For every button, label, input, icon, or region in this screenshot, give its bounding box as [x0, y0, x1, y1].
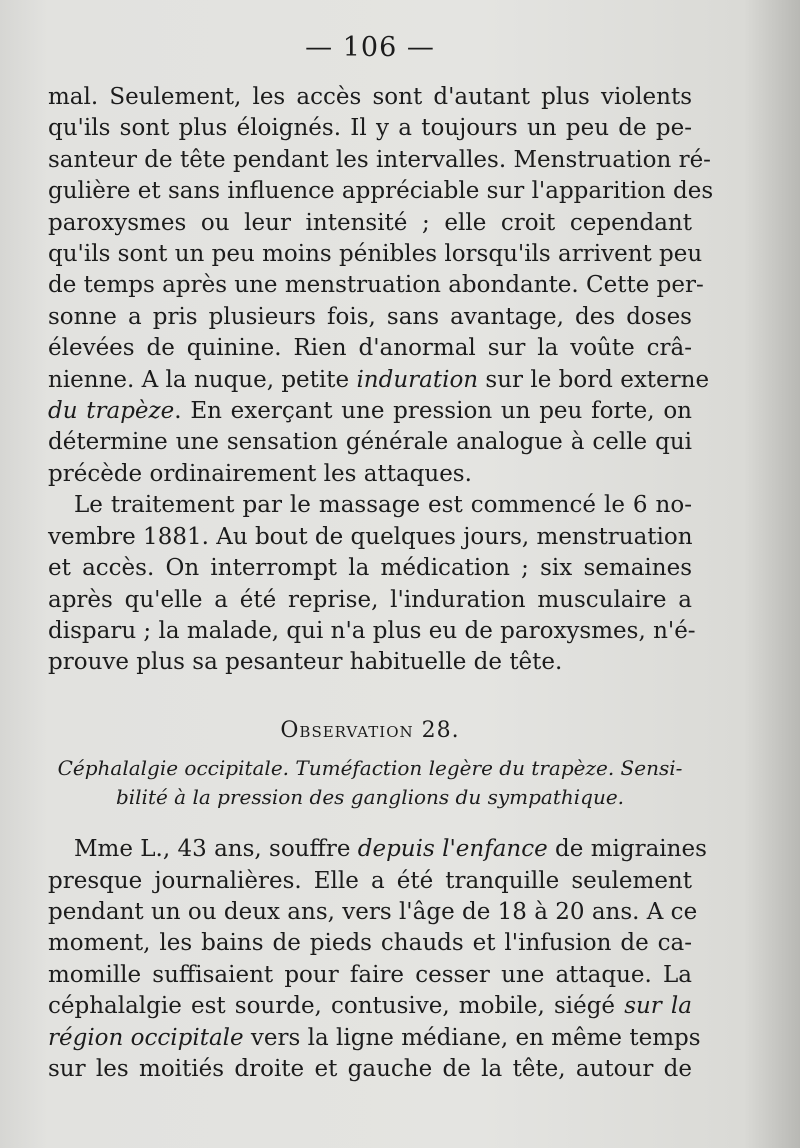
- italic-run: du trapèze: [48, 398, 175, 425]
- text-line: [48, 991, 692, 1022]
- text-line: détermine une sensation générale analogue à celle qui: [48, 429, 692, 456]
- text-line: qu'ils sont un peu moins pénibles lorsqu'ils arrivent peu: [48, 241, 703, 268]
- page-number: — 106 —: [305, 32, 435, 63]
- text-line: sonne a pris plusieurs fois, sans avantage, des doses: [48, 303, 692, 330]
- observation-heading: Observation 28.: [280, 717, 460, 743]
- text-line: de temps après une menstruation abondante. Cette per-: [48, 272, 704, 299]
- italic-run: région occipitale: [48, 1024, 244, 1051]
- text-line: prouve plus sa pesanteur habituelle de tête.: [48, 649, 563, 676]
- italic-run: sur la: [624, 993, 692, 1020]
- text-line: momille suffisaient pour faire cesser une attaque. La: [48, 961, 692, 988]
- text-line: [48, 396, 692, 427]
- text-run: Mme L., 43 ans, souffre: [74, 836, 358, 863]
- observation-subtitle: bilité à la pression des ganglions du sympathique.: [115, 785, 625, 810]
- text-line: disparu ; la malade, qui n'a plus eu de paroxysmes, n'é-: [48, 617, 696, 644]
- text-line: précède ordinairement les attaques.: [48, 460, 472, 487]
- text-line: et accès. On interrompt la médication ; six semaines: [48, 555, 692, 582]
- text-line: qu'ils sont plus éloignés. Il y a toujours un peu de pe-: [48, 115, 692, 142]
- text-line: [48, 834, 707, 865]
- page-body: [48, 82, 714, 1085]
- text-line: gulière et sans influence appréciable sur l'apparition des: [48, 178, 714, 205]
- text-line: [48, 365, 710, 396]
- text-line: [48, 1023, 701, 1054]
- text-line: santeur de tête pendant les intervalles. Menstruation ré-: [48, 146, 711, 173]
- observation-subtitle: Céphalalgie occipitale. Tuméfaction legère du trapèze. Sensi-: [57, 756, 683, 781]
- text-run: nienne. A la nuque, petite: [48, 366, 357, 393]
- text-run: . En exerçant une pression un peu forte, on: [174, 398, 692, 425]
- text-run: de migraines: [547, 836, 707, 863]
- text-run: sur le bord externe: [478, 366, 710, 393]
- text-line: mal. Seulement, les accès sont d'autant plus violents: [48, 84, 692, 110]
- text-line: paroxysmes ou leur intensité ; elle croit cependant: [48, 209, 692, 236]
- italic-run: depuis l'enfance: [357, 836, 548, 863]
- text-line: sur les moitiés droite et gauche de la tête, autour de: [48, 1055, 692, 1082]
- text-line: pendant un ou deux ans, vers l'âge de 18 à 20 ans. A ce: [48, 898, 698, 925]
- text-run: vers la ligne médiane, en même temps: [243, 1024, 701, 1051]
- text-line: moment, les bains de pieds chauds et l'infusion de ca-: [48, 930, 692, 957]
- text-line: après qu'elle a été reprise, l'induration musculaire a: [48, 586, 692, 613]
- text-line: élevées de quinine. Rien d'anormal sur la voûte crâ-: [48, 335, 692, 362]
- text-line: Le traitement par le massage est commencé le 6 no-: [74, 492, 692, 519]
- italic-run: induration: [356, 366, 479, 393]
- text-line: vembre 1881. Au bout de quelques jours, menstruation: [48, 523, 693, 550]
- text-run: céphalalgie est sourde, contusive, mobile, siégé: [48, 993, 625, 1020]
- text-line: presque journalières. Elle a été tranquille seulement: [48, 867, 692, 894]
